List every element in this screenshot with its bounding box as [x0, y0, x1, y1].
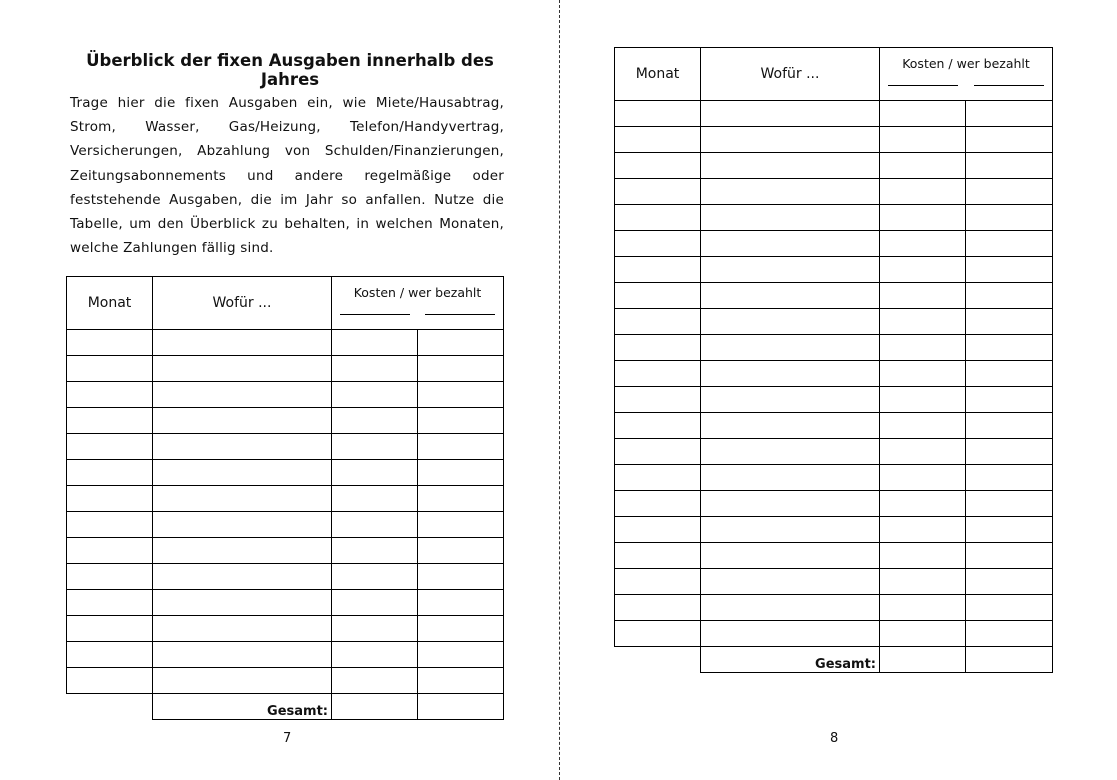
month-cell[interactable] [615, 153, 701, 179]
payer-cell[interactable] [418, 330, 504, 356]
purpose-cell[interactable] [701, 569, 880, 595]
month-cell[interactable] [615, 205, 701, 231]
purpose-cell[interactable] [701, 595, 880, 621]
table-row [615, 335, 1053, 361]
table-row [615, 153, 1053, 179]
month-cell[interactable] [615, 465, 701, 491]
cost-cell[interactable] [880, 309, 966, 335]
cost-cell[interactable] [880, 231, 966, 257]
table-row [67, 538, 504, 564]
cost-cell[interactable] [880, 257, 966, 283]
purpose-cell[interactable] [701, 179, 880, 205]
header-costs-label: Kosten / wer bezahlt [353, 285, 482, 300]
payer-cell[interactable] [418, 408, 504, 434]
header-month: Monat [67, 277, 153, 330]
payer-cell[interactable] [966, 101, 1053, 127]
purpose-cell[interactable] [701, 621, 880, 647]
payer-cell[interactable] [966, 231, 1053, 257]
cost-cell[interactable] [880, 205, 966, 231]
purpose-cell[interactable] [153, 538, 332, 564]
month-cell[interactable] [615, 517, 701, 543]
payer-cell[interactable] [418, 642, 504, 668]
month-cell[interactable] [67, 434, 153, 460]
table-row [67, 460, 504, 486]
cost-cell[interactable] [880, 543, 966, 569]
purpose-cell[interactable] [701, 517, 880, 543]
payer-cell[interactable] [966, 127, 1053, 153]
costs-line [888, 85, 958, 86]
month-cell[interactable] [67, 356, 153, 382]
cost-cell[interactable] [880, 491, 966, 517]
payer-cell[interactable] [418, 590, 504, 616]
table-row [67, 330, 504, 356]
cost-cell[interactable] [332, 486, 418, 512]
table-row [67, 356, 504, 382]
payer-cell[interactable] [966, 543, 1053, 569]
purpose-cell[interactable] [701, 257, 880, 283]
cost-cell[interactable] [332, 434, 418, 460]
table-row [67, 616, 504, 642]
cost-cell[interactable] [880, 153, 966, 179]
cost-cell[interactable] [880, 439, 966, 465]
month-cell[interactable] [67, 382, 153, 408]
purpose-cell[interactable] [701, 543, 880, 569]
purpose-cell[interactable] [701, 231, 880, 257]
payer-cell[interactable] [966, 413, 1053, 439]
cost-cell[interactable] [332, 590, 418, 616]
purpose-cell[interactable] [153, 590, 332, 616]
month-cell[interactable] [615, 257, 701, 283]
table-body-right [615, 101, 1053, 647]
purpose-cell[interactable] [701, 491, 880, 517]
month-cell[interactable] [67, 642, 153, 668]
purpose-cell[interactable] [701, 205, 880, 231]
table-row [615, 517, 1053, 543]
table-row [615, 439, 1053, 465]
cost-cell[interactable] [880, 569, 966, 595]
cost-cell[interactable] [332, 382, 418, 408]
payer-cell[interactable] [966, 439, 1053, 465]
payer-cell[interactable] [966, 621, 1053, 647]
payer-cell[interactable] [966, 465, 1053, 491]
purpose-cell[interactable] [153, 382, 332, 408]
cost-cell[interactable] [880, 283, 966, 309]
month-cell[interactable] [67, 538, 153, 564]
payer-cell[interactable] [966, 387, 1053, 413]
payer-cell[interactable] [966, 153, 1053, 179]
month-cell[interactable] [615, 127, 701, 153]
payer-cell[interactable] [418, 668, 504, 694]
header-purpose: Wofür ... [701, 48, 880, 101]
table-row [67, 434, 504, 460]
month-cell[interactable] [615, 231, 701, 257]
table-row [615, 231, 1053, 257]
page-title: Überblick der fixen Ausgaben innerhalb des Jahres [86, 51, 494, 89]
purpose-cell[interactable] [701, 465, 880, 491]
payer-line [974, 85, 1044, 86]
cost-cell[interactable] [880, 621, 966, 647]
month-cell[interactable] [67, 564, 153, 590]
month-cell[interactable] [615, 387, 701, 413]
total-payer-cell[interactable] [418, 694, 504, 720]
total-row [67, 694, 504, 720]
header-costs-lines [880, 85, 1052, 86]
month-cell[interactable] [615, 309, 701, 335]
table-row [615, 361, 1053, 387]
month-cell[interactable] [67, 408, 153, 434]
month-cell[interactable] [67, 460, 153, 486]
payer-cell[interactable] [418, 434, 504, 460]
table-row [67, 382, 504, 408]
payer-cell[interactable] [966, 309, 1053, 335]
table-row [615, 101, 1053, 127]
purpose-cell[interactable] [701, 283, 880, 309]
purpose-cell[interactable] [153, 668, 332, 694]
table-row [67, 408, 504, 434]
table-row [615, 387, 1053, 413]
purpose-cell[interactable] [153, 434, 332, 460]
purpose-cell[interactable] [153, 408, 332, 434]
purpose-cell[interactable] [701, 127, 880, 153]
header-costs [332, 277, 504, 330]
cost-cell[interactable] [880, 361, 966, 387]
cost-cell[interactable] [332, 668, 418, 694]
page-number: 7 [283, 731, 292, 746]
expenses-table-left [66, 276, 504, 720]
cost-cell[interactable] [880, 101, 966, 127]
costs-line [340, 314, 410, 315]
page-fold-line [559, 0, 560, 780]
header-costs-label: Kosten / wer bezahlt [902, 56, 1030, 71]
table-row [615, 465, 1053, 491]
purpose-cell[interactable] [701, 101, 880, 127]
purpose-cell[interactable] [701, 309, 880, 335]
month-cell[interactable] [67, 486, 153, 512]
cost-cell[interactable] [880, 595, 966, 621]
table-row [615, 309, 1053, 335]
table-row [67, 668, 504, 694]
total-payer-cell[interactable] [966, 647, 1053, 673]
cost-cell[interactable] [880, 127, 966, 153]
purpose-cell[interactable] [701, 153, 880, 179]
month-cell[interactable] [67, 590, 153, 616]
payer-cell[interactable] [966, 491, 1053, 517]
month-cell[interactable] [615, 413, 701, 439]
table-row [615, 595, 1053, 621]
month-cell[interactable] [615, 283, 701, 309]
header-purpose: Wofür ... [153, 277, 332, 330]
cost-cell[interactable] [332, 356, 418, 382]
cost-cell[interactable] [332, 616, 418, 642]
purpose-cell[interactable] [153, 486, 332, 512]
payer-cell[interactable] [418, 486, 504, 512]
month-cell[interactable] [615, 543, 701, 569]
payer-cell[interactable] [966, 361, 1053, 387]
purpose-cell[interactable] [153, 512, 332, 538]
month-cell[interactable] [615, 179, 701, 205]
payer-cell[interactable] [418, 538, 504, 564]
payer-cell[interactable] [966, 595, 1053, 621]
total-cost-cell[interactable] [332, 694, 418, 720]
total-label: Gesamt: [701, 647, 880, 673]
payer-cell[interactable] [418, 356, 504, 382]
purpose-cell[interactable] [153, 330, 332, 356]
purpose-cell[interactable] [701, 387, 880, 413]
intro-text: Trage hier die fixen Ausgaben ein, wie Miete/Hausabtrag, Strom, Wasser, Gas/Heizung, Telefon/Handyvertrag, Versicherungen, Abzahlung von Schulden/Finanzierungen, Zeitungsabonnements und andere regelmäßige oder feststehende Ausgaben, die im Jahr so anfallen. Nutze die Tabelle, um den Überblick zu behalten, in welchen Monaten, welche Zahlungen fällig sind. [70, 95, 504, 257]
table-row [67, 590, 504, 616]
table-row [615, 205, 1053, 231]
month-cell[interactable] [615, 335, 701, 361]
cost-cell[interactable] [880, 517, 966, 543]
table-row [615, 127, 1053, 153]
table-row [615, 413, 1053, 439]
table-row [615, 491, 1053, 517]
month-cell[interactable] [615, 595, 701, 621]
month-cell[interactable] [67, 668, 153, 694]
cost-cell[interactable] [880, 387, 966, 413]
payer-cell[interactable] [966, 517, 1053, 543]
cost-cell[interactable] [332, 512, 418, 538]
table-row [67, 486, 504, 512]
purpose-cell[interactable] [701, 413, 880, 439]
cost-cell[interactable] [880, 179, 966, 205]
purpose-cell[interactable] [153, 616, 332, 642]
cost-cell[interactable] [332, 642, 418, 668]
total-spacer [67, 694, 153, 720]
table-row [615, 283, 1053, 309]
purpose-cell[interactable] [153, 356, 332, 382]
month-cell[interactable] [615, 491, 701, 517]
month-cell[interactable] [615, 439, 701, 465]
cost-cell[interactable] [332, 564, 418, 590]
payer-cell[interactable] [418, 382, 504, 408]
purpose-cell[interactable] [153, 642, 332, 668]
table-row [615, 621, 1053, 647]
table-row [67, 642, 504, 668]
table-row [615, 179, 1053, 205]
payer-cell[interactable] [418, 564, 504, 590]
total-spacer [615, 647, 701, 673]
month-cell[interactable] [615, 101, 701, 127]
total-label: Gesamt: [153, 694, 332, 720]
payer-cell[interactable] [418, 616, 504, 642]
purpose-cell[interactable] [701, 361, 880, 387]
cost-cell[interactable] [332, 408, 418, 434]
payer-cell[interactable] [418, 512, 504, 538]
cost-cell[interactable] [332, 460, 418, 486]
purpose-cell[interactable] [153, 564, 332, 590]
payer-cell[interactable] [966, 179, 1053, 205]
payer-line [425, 314, 495, 315]
cost-cell[interactable] [332, 330, 418, 356]
table-row [67, 564, 504, 590]
total-cost-cell[interactable] [880, 647, 966, 673]
cost-cell[interactable] [880, 465, 966, 491]
payer-cell[interactable] [966, 569, 1053, 595]
payer-cell[interactable] [418, 460, 504, 486]
payer-cell[interactable] [966, 283, 1053, 309]
header-costs [880, 48, 1053, 101]
purpose-cell[interactable] [701, 439, 880, 465]
month-cell[interactable] [615, 569, 701, 595]
cost-cell[interactable] [880, 413, 966, 439]
table-row [615, 257, 1053, 283]
table-row [615, 543, 1053, 569]
month-cell[interactable] [67, 512, 153, 538]
table-row [67, 512, 504, 538]
expenses-table-right [614, 47, 1053, 673]
payer-cell[interactable] [966, 335, 1053, 361]
total-row [615, 647, 1053, 673]
header-month: Monat [615, 48, 701, 101]
table-row [615, 569, 1053, 595]
payer-cell[interactable] [966, 257, 1053, 283]
payer-cell[interactable] [966, 205, 1053, 231]
month-cell[interactable] [67, 330, 153, 356]
month-cell[interactable] [615, 621, 701, 647]
cost-cell[interactable] [332, 538, 418, 564]
month-cell[interactable] [615, 361, 701, 387]
table-body-left [67, 330, 504, 694]
purpose-cell[interactable] [701, 335, 880, 361]
cost-cell[interactable] [880, 335, 966, 361]
purpose-cell[interactable] [153, 460, 332, 486]
month-cell[interactable] [67, 616, 153, 642]
page-number-right: 8 [830, 731, 839, 746]
header-costs-lines [332, 314, 503, 315]
